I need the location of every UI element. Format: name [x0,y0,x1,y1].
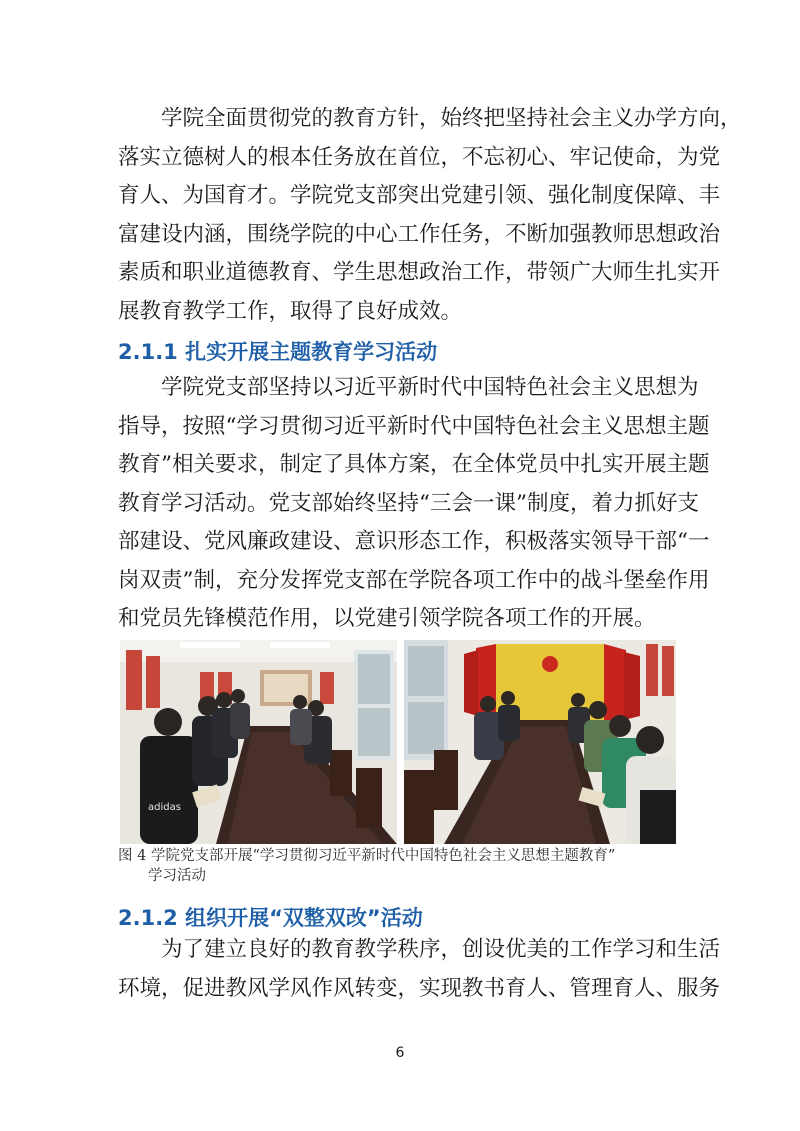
text-line: 为了建立良好的教育教学秩序，创设优美的工作学习和生活 [161,937,721,962]
text-line: 展教育教学工作，取得了良好成效。 [118,298,463,324]
text-line: 部建设、党风廉政建设、意识形态工作，积极落实领导干部“一 [118,529,710,554]
section-heading-2-1-2: 2.1.2 组织开展“双整双改”活动 [118,906,423,930]
section-2-1-2-paragraph [118,931,721,1008]
text-line: 落实立德树人的根本任务放在首位，不忘初心、牢记使命，为党 [118,144,721,170]
caption-line: 图 4 学院党支部开展“学习贯彻习近平新时代中国特色社会主义思想主题教育” [118,848,616,864]
section-heading-2-1-1: 2.1.1 扎实开展主题教育学习活动 [118,340,438,364]
meeting-photo-right [404,640,676,844]
section-2-1-1-paragraph [118,369,710,639]
caption-line: 学习活动 [148,868,206,884]
text-line: 学院党支部坚持以习近平新时代中国特色社会主义思想为 [161,375,699,400]
text-line: 教育学习活动。党支部始终坚持“三会一课”制度，着力抓好支 [118,490,699,516]
intro-paragraph [118,100,742,331]
meeting-photo-left [120,640,397,844]
text-line: 教育”相关要求，制定了具体方案，在全体党员中扎实开展主题 [118,452,710,477]
page-number: 6 [395,1045,405,1061]
text-line: 和党员先锋模范作用，以党建引领学院各项工作的开展。 [118,606,656,631]
text-line: 学院全面贯彻党的教育方针，始终把坚持社会主义办学方向， [161,106,742,131]
text-line: 岗双责”制，充分发挥党支部在学院各项工作中的战斗堡垒作用 [118,567,710,593]
text-line: 素质和职业道德教育、学生思想政治工作，带领广大师生扎实开 [118,260,721,285]
text-line: 育人、为国育才。学院党支部突出党建引领、强化制度保障、丰 [118,183,721,208]
shirt-logo-text: adidas [148,802,181,813]
text-line: 环境，促进教风学风作风转变，实现教书育人、管理育人、服务 [118,975,721,1001]
text-line: 富建设内涵，围绕学院的中心工作任务，不断加强教师思想政治 [118,221,721,247]
figure-caption [118,846,698,886]
text-line: 指导，按照“学习贯彻习近平新时代中国特色社会主义思想主题 [118,413,710,439]
